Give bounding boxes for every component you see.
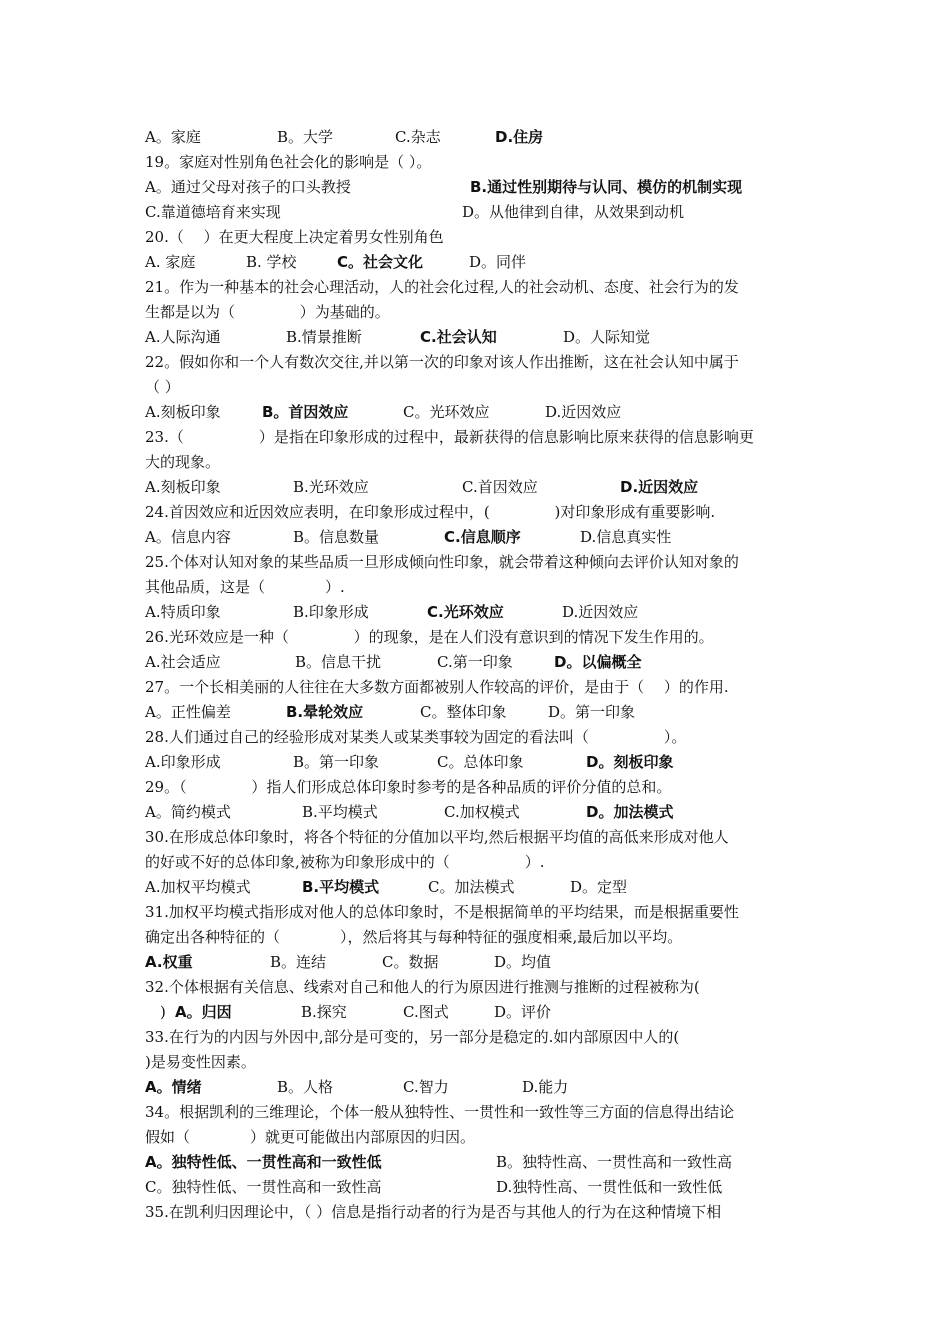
answer-option-highlighted: C.光环效应 (427, 603, 504, 621)
text-segment: 24.首因效应和近因效应表明，在印象形成过程中，( )对印象形成有重要影响. (145, 503, 716, 521)
text-segment: 20.（ ）在更大程度上决定着男女性别角色 (145, 228, 444, 246)
text-segment: B。信息数量 (293, 528, 380, 546)
text-segment: 34。根据凯利的三维理论，个体一般从独特性、一贯性和一致性等三方面的信息得出结论 (145, 1103, 735, 1121)
answer-option-highlighted: B.晕轮效应 (286, 703, 364, 721)
answer-option-highlighted: D。加法模式 (586, 803, 674, 821)
text-segment: B。人格 (277, 1078, 334, 1096)
text-segment: A.刻板印象 (145, 478, 221, 496)
text-segment: B。连结 (270, 953, 327, 971)
answer-option-highlighted: C。社会文化 (337, 253, 424, 271)
text-segment: A。信息内容 (145, 528, 231, 546)
text-segment: A.社会适应 (145, 653, 221, 671)
text-segment: 19。家庭对性别角色社会化的影响是（ ）。 (145, 153, 432, 171)
text-segment: A.刻板印象 (145, 403, 221, 421)
text-segment: B。大学 (277, 128, 334, 146)
answer-option-highlighted: C.社会认知 (420, 328, 497, 346)
text-segment: C.靠道德培育来实现 (145, 203, 281, 221)
text-segment: A.人际沟通 (145, 328, 221, 346)
text-segment: 23.（ ）是指在印象形成的过程中，最新获得的信息影响比原来获得的信息影响更 (145, 428, 754, 446)
text-segment: C。整体印象 (420, 703, 507, 721)
text-segment: C.智力 (403, 1078, 449, 1096)
text-segment: 生都是以为（ ）为基础的。 (145, 303, 390, 321)
text-segment: 29。（ ）指人们形成总体印象时参考的是各种品质的评价分值的总和。 (145, 778, 672, 796)
text-segment: D。同伴 (469, 253, 527, 271)
answer-option-highlighted: A.权重 (145, 953, 193, 971)
text-segment: 其他品质，这是（ ）. (145, 578, 345, 596)
text-segment: 26.光环效应是一种（ ）的现象，是在人们没有意识到的情况下发生作用的。 (145, 628, 714, 646)
text-segment: C.杂志 (395, 128, 441, 146)
text-segment: 大的现象。 (145, 453, 221, 471)
text-segment: （ ） (145, 378, 180, 396)
answer-option-highlighted: C.信息顺序 (444, 528, 521, 546)
text-segment: 25.个体对认知对象的某些品质一旦形成倾向性印象，就会带着这种倾向去评价认知对象的 (145, 553, 739, 571)
text-segment: D.信息真实性 (580, 528, 672, 546)
text-segment: B.情景推断 (286, 328, 362, 346)
text-segment: 28.人们通过自己的经验形成对某类人或某类事较为固定的看法叫（ ）。 (145, 728, 687, 746)
answer-option-highlighted: A。独特性低、一贯性高和一致性低 (145, 1153, 382, 1171)
text-segment: A。通过父母对孩子的口头教授 (145, 178, 351, 196)
text-segment: A. 家庭 (145, 253, 196, 271)
text-segment: 的好或不好的总体印象,被称为印象形成中的（ ）. (145, 853, 545, 871)
text-segment: D。从他律到自律，从效果到动机 (462, 203, 685, 221)
text-segment: B.光环效应 (293, 478, 369, 496)
answer-option-highlighted: A。归因 (175, 1003, 232, 1021)
text-segment: 35.在凯利归因理论中，（ ）信息是指行动者的行为是否与其他人的行为在这种情境下相 (145, 1203, 722, 1221)
text-segment: B.印象形成 (293, 603, 369, 621)
answer-option-highlighted: D.近因效应 (620, 478, 699, 496)
answer-option-highlighted: B.平均模式 (302, 878, 380, 896)
text-segment: D。第一印象 (548, 703, 636, 721)
text-segment: D.独特性高、一贯性低和一致性低 (496, 1178, 723, 1196)
text-segment: C.图式 (403, 1003, 449, 1021)
text-segment: 32.个体根据有关信息、线索对自己和他人的行为原因进行推测与推断的过程被称为( (145, 978, 700, 996)
answer-option-highlighted: D。以偏概全 (554, 653, 642, 671)
text-segment: B。第一印象 (293, 753, 380, 771)
text-segment: D。评价 (494, 1003, 552, 1021)
text-segment: ) (145, 1003, 166, 1021)
text-segment: C。加法模式 (428, 878, 515, 896)
answer-option-highlighted: B.通过性别期待与认同、模仿的机制实现 (470, 178, 743, 196)
text-segment: D。人际知觉 (563, 328, 651, 346)
text-segment: 27。一个长相美丽的人往往在大多数方面都被别人作较高的评价，是由于（ ）的作用. (145, 678, 729, 696)
text-segment: A。简约模式 (145, 803, 231, 821)
text-segment: A.加权平均模式 (145, 878, 251, 896)
text-segment: 假如（ ）就更可能做出内部原因的归因。 (145, 1128, 476, 1146)
text-segment: B。信息干扰 (295, 653, 382, 671)
text-segment: C。总体印象 (437, 753, 524, 771)
answer-option-highlighted: D.住房 (495, 128, 544, 146)
text-segment: B.平均模式 (302, 803, 378, 821)
answer-option-highlighted: B。首因效应 (262, 403, 349, 421)
text-segment: B.探究 (301, 1003, 347, 1021)
text-segment: C。独特性低、一贯性高和一致性高 (145, 1178, 382, 1196)
text-segment: D.近因效应 (562, 603, 639, 621)
text-segment: C。数据 (382, 953, 439, 971)
text-segment: C.第一印象 (437, 653, 513, 671)
text-segment: A。正性偏差 (145, 703, 231, 721)
text-segment: C.加权模式 (444, 803, 520, 821)
text-segment: C。光环效应 (403, 403, 490, 421)
text-segment: D.能力 (522, 1078, 569, 1096)
text-segment: A.印象形成 (145, 753, 221, 771)
text-segment: D。定型 (570, 878, 628, 896)
answer-option-highlighted: A。情绪 (145, 1078, 202, 1096)
text-segment: A.特质印象 (145, 603, 221, 621)
text-segment: )是易变性因素。 (145, 1053, 256, 1071)
text-segment: C.首因效应 (462, 478, 538, 496)
text-segment: 22。假如你和一个人有数次交往,并以第一次的印象对该人作出推断，这在社会认知中属于 (145, 353, 739, 371)
text-segment: 31.加权平均模式指形成对他人的总体印象时，不是根据简单的平均结果，而是根据重要性 (145, 903, 739, 921)
text-segment: D。均值 (494, 953, 552, 971)
text-segment: B。独特性高、一贯性高和一致性高 (496, 1153, 733, 1171)
answer-option-highlighted: D。刻板印象 (586, 753, 674, 771)
text-segment: 21。作为一种基本的社会心理活动，人的社会化过程,人的社会动机、态度、社会行为的发 (145, 278, 739, 296)
text-segment: 确定出各种特征的（ ），然后将其与每种特征的强度相乘,最后加以平均。 (145, 928, 683, 946)
text-segment: A。家庭 (145, 128, 201, 146)
text-segment: D.近因效应 (545, 403, 622, 421)
text-segment: 33.在行为的内因与外因中,部分是可变的，另一部分是稳定的.如内部原因中人的( (145, 1028, 680, 1046)
text-segment: 30.在形成总体印象时，将各个特征的分值加以平均,然后根据平均值的高低来形成对他人 (145, 828, 729, 846)
text-segment: B. 学校 (246, 253, 297, 271)
